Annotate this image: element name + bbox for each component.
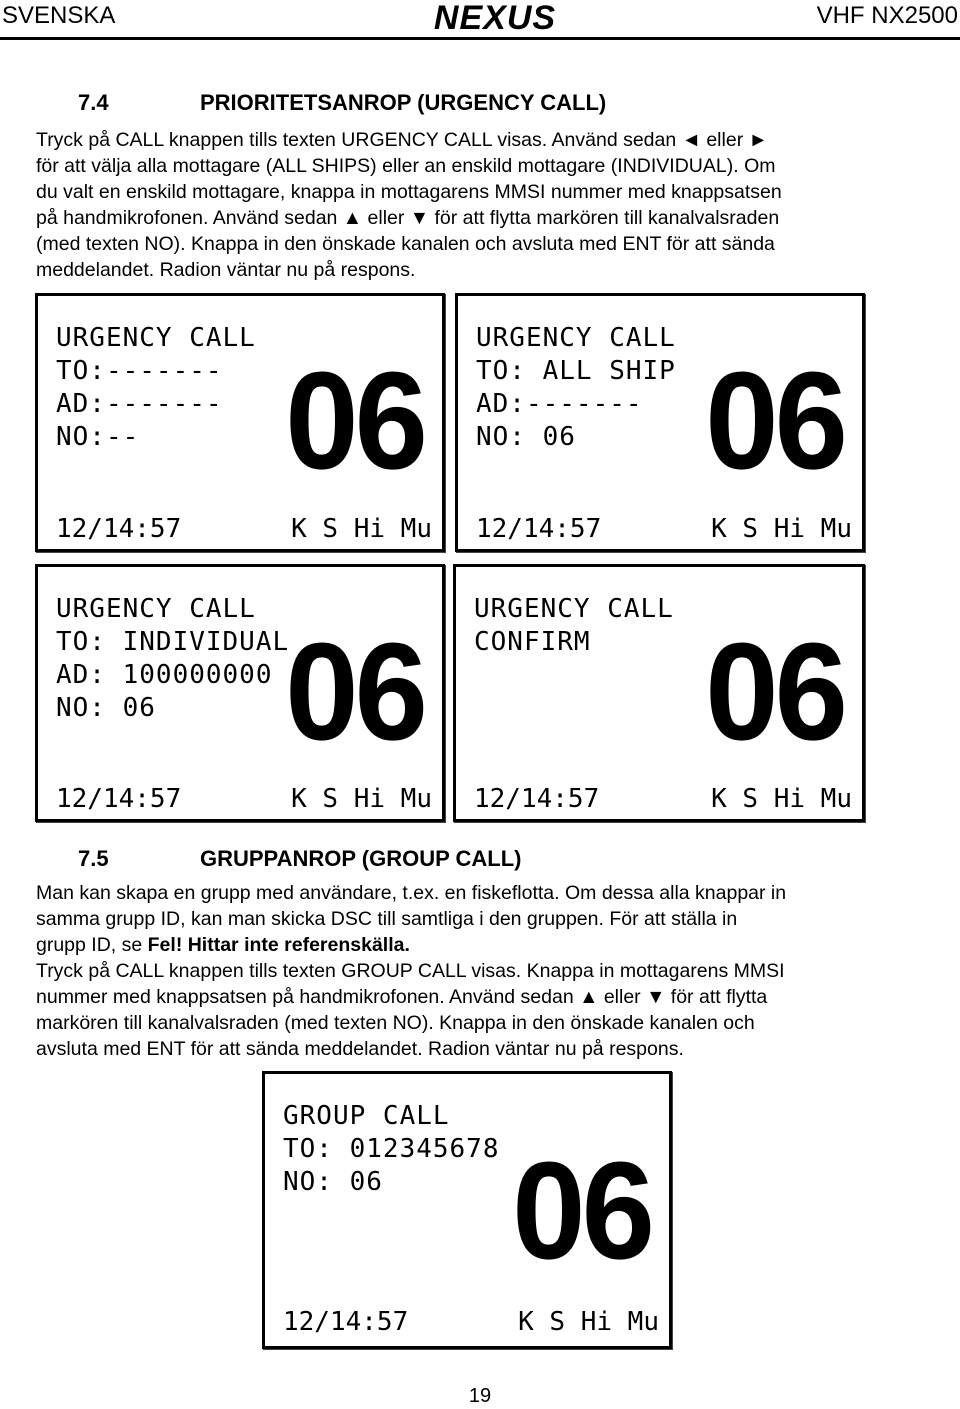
- lcd-line-1: URGENCY CALL: [56, 323, 256, 353]
- lcd-screen-all-ships: [455, 293, 865, 552]
- lcd-status: K S Hi Mu: [291, 784, 432, 814]
- lcd-line-4: NO: 06: [56, 693, 156, 723]
- lcd-channel: 06: [512, 1133, 651, 1288]
- section-7-5-number: 7.5: [78, 846, 109, 871]
- lcd-time: 12/14:57: [283, 1307, 409, 1337]
- text-line-prefix: grupp ID, se: [36, 934, 148, 956]
- header-language: SVENSKA: [2, 2, 116, 29]
- lcd-time: 12/14:57: [476, 514, 602, 544]
- text-line: du valt en enskild mottagare, knappa in mottagarens MMSI nummer med knappsatsen: [36, 181, 782, 203]
- lcd-screen-initial: [35, 293, 445, 552]
- lcd-status: K S Hi Mu: [711, 514, 852, 544]
- lcd-channel: 06: [705, 343, 844, 498]
- lcd-screen-confirm: [453, 564, 865, 822]
- lcd-status: K S Hi Mu: [711, 784, 852, 814]
- text-line: för att välja alla mottagare (ALL SHIPS) eller an enskild mottagare (INDIVIDUAL). Om: [36, 155, 776, 177]
- lcd-line-1: URGENCY CALL: [474, 594, 674, 624]
- lcd-line-1: URGENCY CALL: [476, 323, 676, 353]
- header-rule: [0, 37, 960, 40]
- lcd-screen-group-call: [262, 1071, 672, 1349]
- lcd-line-2: TO: ALL SHIP: [476, 356, 676, 386]
- lcd-status: K S Hi Mu: [291, 514, 432, 544]
- section-7-4-title: PRIORITETSANROP (URGENCY CALL): [200, 90, 607, 115]
- text-line: [36, 932, 936, 958]
- section-7-5-text: [36, 880, 936, 1062]
- lcd-time: 12/14:57: [474, 784, 600, 814]
- lcd-line-3: AD:-------: [56, 389, 223, 419]
- text-line: markören till kanalvalsraden (med texten NO). Knappa in den önskade kanalen och: [36, 1012, 755, 1034]
- lcd-line-2: CONFIRM: [474, 627, 591, 657]
- text-line: (med texten NO). Knappa in den önskade kanalen och avsluta med ENT för att sända: [36, 233, 775, 255]
- lcd-channel: 06: [285, 614, 424, 769]
- text-line: Tryck på CALL knappen tills texten GROUP CALL visas. Knappa in mottagarens MMSI: [36, 960, 785, 982]
- lcd-line-1: GROUP CALL: [283, 1101, 450, 1131]
- lcd-screen-individual: [35, 564, 445, 822]
- section-7-4-number: 7.4: [78, 90, 109, 115]
- section-7-4-text: [36, 127, 936, 283]
- page-header: [0, 0, 960, 38]
- lcd-time: 12/14:57: [56, 784, 182, 814]
- lcd-status: K S Hi Mu: [518, 1307, 659, 1337]
- lcd-channel: 06: [705, 614, 844, 769]
- reference-error: Fel! Hittar inte referenskälla.: [147, 934, 410, 956]
- lcd-line-2: TO: 012345678: [283, 1134, 500, 1164]
- lcd-line-2: TO:-------: [56, 356, 223, 386]
- lcd-line-4: NO: 06: [476, 422, 576, 452]
- text-line: Man kan skapa en grupp med användare, t.ex. en fiskeflotta. Om dessa alla knappar in: [36, 882, 787, 904]
- section-7-5-title: GRUPPANROP (GROUP CALL): [200, 846, 522, 871]
- text-line: samma grupp ID, kan man skicka DSC till samtliga i den gruppen. För att ställa in: [36, 908, 738, 930]
- lcd-time: 12/14:57: [56, 514, 182, 544]
- brand-text: NEXUS: [433, 0, 557, 34]
- lcd-line-3: NO: 06: [283, 1167, 383, 1197]
- lcd-line-3: AD:-------: [476, 389, 643, 419]
- lcd-channel: 06: [285, 343, 424, 498]
- text-line: avsluta med ENT för att sända meddelandet. Radion väntar nu på respons.: [36, 1038, 684, 1060]
- text-line: meddelandet. Radion väntar nu på respons.: [36, 259, 416, 281]
- text-line: nummer med knappsatsen på handmikrofonen. Använd sedan ▲ eller ▼ för att flytta: [36, 986, 768, 1008]
- lcd-line-3: AD: 100000000: [56, 660, 273, 690]
- page-number: 19: [468, 1385, 492, 1407]
- nexus-logo: [380, 0, 610, 34]
- lcd-line-4: NO:--: [56, 422, 140, 452]
- header-model: VHF NX2500: [816, 2, 958, 29]
- lcd-line-2: TO: INDIVIDUAL: [56, 627, 290, 657]
- text-line: på handmikrofonen. Använd sedan ▲ eller ▼ för att flytta markören till kanalvalsraden: [36, 207, 780, 229]
- text-line: Tryck på CALL knappen tills texten URGENCY CALL visas. Använd sedan ◄ eller ►: [36, 129, 768, 151]
- lcd-line-1: URGENCY CALL: [56, 594, 256, 624]
